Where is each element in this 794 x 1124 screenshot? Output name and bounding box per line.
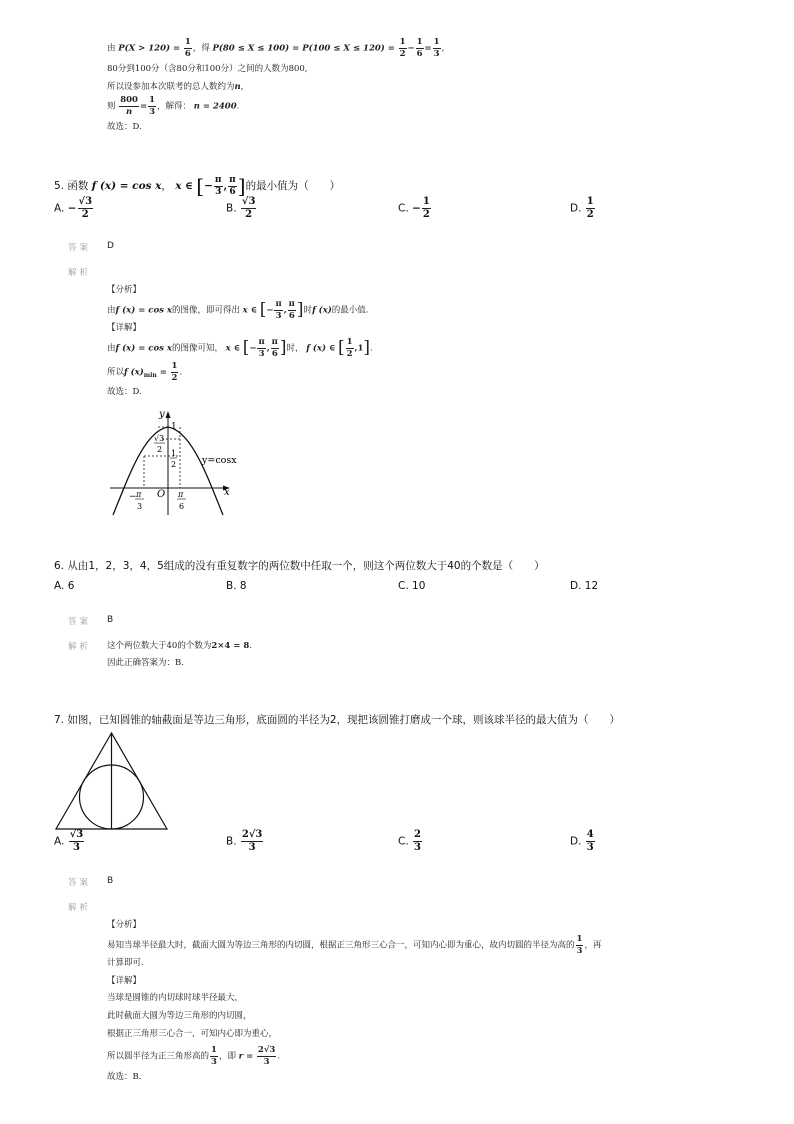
q7-stem: 7. 如图，已知圆锥的轴截面是等边三角形，底面圆的半径为2，现把该圆锥打磨成一个球，则该球半径的最大值为（ ） <box>54 714 621 726</box>
tick-half-num: 1 <box>171 449 177 458</box>
q4-solution-line-3: 所以设参加本次联考的总人数约为n, <box>107 82 244 92</box>
q6-option-b[interactable]: B. 8 <box>226 580 247 592</box>
q5-option-a[interactable]: A. − $\frac{√3}{2}$ <box>54 196 93 220</box>
answer-value: B <box>107 615 114 625</box>
q7-xiangjie-line-1: 当球是圆锥的内切球时球半径最大， <box>107 993 244 1003</box>
answer-label: 答案 <box>68 617 92 627</box>
q7-option-b[interactable]: B. $\frac{2√3}{3}$ <box>226 829 263 853</box>
q5-xiangjie-line-2: 所以f $(x)_{min}$ = $\frac{1}{2}$ . <box>107 361 183 383</box>
q7-option-d[interactable]: D. $\frac{4}{3}$ <box>570 829 594 853</box>
y-axis-label: y <box>159 409 165 420</box>
q5-xiangjie-line-1: 由f (x) = cos x的图像可知， x ∈ [− $\frac{\pi}{3}$ , $\frac{\pi}{6}$ ]时， f (x) ∈ [ $\frac{1}{2}$ ,1]. <box>107 337 373 359</box>
q7-option-a[interactable]: A. $\frac{√3}{3}$ <box>54 829 84 853</box>
q5-option-d[interactable]: D. $\frac{1}{2}$ <box>570 196 594 220</box>
fraction: $\frac{1}{2}$ <box>399 37 406 59</box>
q5-stem: 5. 函数 f (x) = cos x， x ∈ [− $\frac{\pi}{3}$ , $\frac{\pi}{6}$ ]的最小值为（ ） <box>54 174 341 198</box>
answer-label: 答案 <box>68 243 92 253</box>
q7-pick: 故选：B. <box>107 1072 142 1082</box>
xiangjie-heading: 【详解】 <box>107 976 142 986</box>
q6-solution-line-2: 因此正确答案为：B. <box>107 658 184 668</box>
q5-option-c[interactable]: C. − $\frac{1}{2}$ <box>398 196 430 220</box>
fraction: $\frac{800}{n}$ <box>120 95 138 117</box>
math-expr: P(X > 120) = <box>118 43 181 54</box>
text: 由 <box>107 43 116 54</box>
q6-option-a[interactable]: A. 6 <box>54 580 75 592</box>
q6-option-c[interactable]: C. 10 <box>398 580 426 592</box>
analysis-label: 解析 <box>68 903 92 913</box>
tick-right-num: π <box>178 490 184 499</box>
q7-fenxi-line-2: 计算即可. <box>107 958 144 968</box>
fraction: $\frac{1}{3}$ <box>433 37 440 59</box>
curve-label: y=cosx <box>202 455 237 466</box>
fraction: $\frac{1}{6}$ <box>416 37 423 59</box>
tick-neg-sign: − <box>129 492 137 502</box>
q4-solution-line-4: 则 $\frac{800}{n}$ = $\frac{1}{3}$ ，解得： n = 2400. <box>107 95 240 117</box>
tick-half-den: 2 <box>171 460 177 469</box>
q7-fenxi-line-1: 易知当球半径最大时，截面大圆为等边三角形的内切圆，根据正三角形三心合一，可知内心即为重心，故内切圆的半径为高的 $\frac{1}{3}$ ，再 <box>107 934 602 956</box>
x-axis-label: x <box>224 487 230 498</box>
q4-solution-line-1: 由 P(X > 120) = $\frac{1}{6}$ ，得 P(80 ≤ X ≤ 100) = P(100 ≤ X ≤ 120) = $\frac{1}{2}$ − $\frac{1}{6}$ = $\frac{1}{3}$ , <box>107 37 445 59</box>
y-axis-arrow <box>166 411 171 418</box>
fenxi-heading: 【分析】 <box>107 920 142 930</box>
q7-xiangjie-line-2: 此时截面大圆为等边三角形的内切圆， <box>107 1011 252 1021</box>
answer-value: B <box>107 876 114 886</box>
tick-sqrt3-den: 2 <box>157 445 163 454</box>
tick-left-den: 3 <box>137 502 143 511</box>
tick-sqrt3-num: √3 <box>154 434 165 443</box>
q7-xiangjie-line-3: 根据正三角形三心合一，可知内心即为重心， <box>107 1029 278 1039</box>
q4-solution-line-2: 80分到100分（含80分和100分）之间的人数为800, <box>107 64 308 74</box>
cone-cross-section-figure <box>54 730 170 832</box>
analysis-label: 解析 <box>68 268 92 278</box>
fraction: $\frac{1}{6}$ <box>184 37 191 59</box>
q5-fenxi-line: 由f (x) = cos x的图像，即可得出 x ∈ [− $\frac{\pi}{3}$ , $\frac{\pi}{6}$ ]时f (x)的最小值. <box>107 299 369 321</box>
q5-option-b[interactable]: B. $\frac{√3}{2}$ <box>226 196 256 220</box>
q6-solution-line-1: 这个两位数大于40的个数为2×4 = 8. <box>107 641 252 651</box>
q5-pick: 故选：D. <box>107 387 142 397</box>
q4-solution-line-5: 故选：D. <box>107 122 142 132</box>
q7-option-c[interactable]: C. $\frac{2}{3}$ <box>398 829 421 853</box>
tick-left-num: π <box>136 490 142 499</box>
analysis-label: 解析 <box>68 642 92 652</box>
math-expr: P(80 ≤ X ≤ 100) = P(100 ≤ X ≤ 120) = <box>212 43 395 54</box>
q6-stem: 6. 从由1，2，3，4，5组成的没有重复数字的两位数中任取一个，则这个两位数大于40的个数是（ ） <box>54 560 545 572</box>
text: ，得 <box>192 43 210 54</box>
fraction: $\frac{1}{3}$ <box>149 95 156 117</box>
xiangjie-heading: 【详解】 <box>107 323 142 333</box>
answer-value: D <box>107 241 114 251</box>
answer-label: 答案 <box>68 878 92 888</box>
cosine-graph <box>100 403 250 523</box>
tick-right-den: 6 <box>179 502 185 511</box>
q6-option-d[interactable]: D. 12 <box>570 580 599 592</box>
fenxi-heading: 【分析】 <box>107 285 142 295</box>
tick-one: 1 <box>171 422 177 432</box>
origin-label: O <box>157 489 166 500</box>
q7-xiangjie-line-4: 所以圆半径为正三角形高的 $\frac{1}{3}$ ，即 r = $\frac{2√3}{3}$ . <box>107 1045 281 1067</box>
